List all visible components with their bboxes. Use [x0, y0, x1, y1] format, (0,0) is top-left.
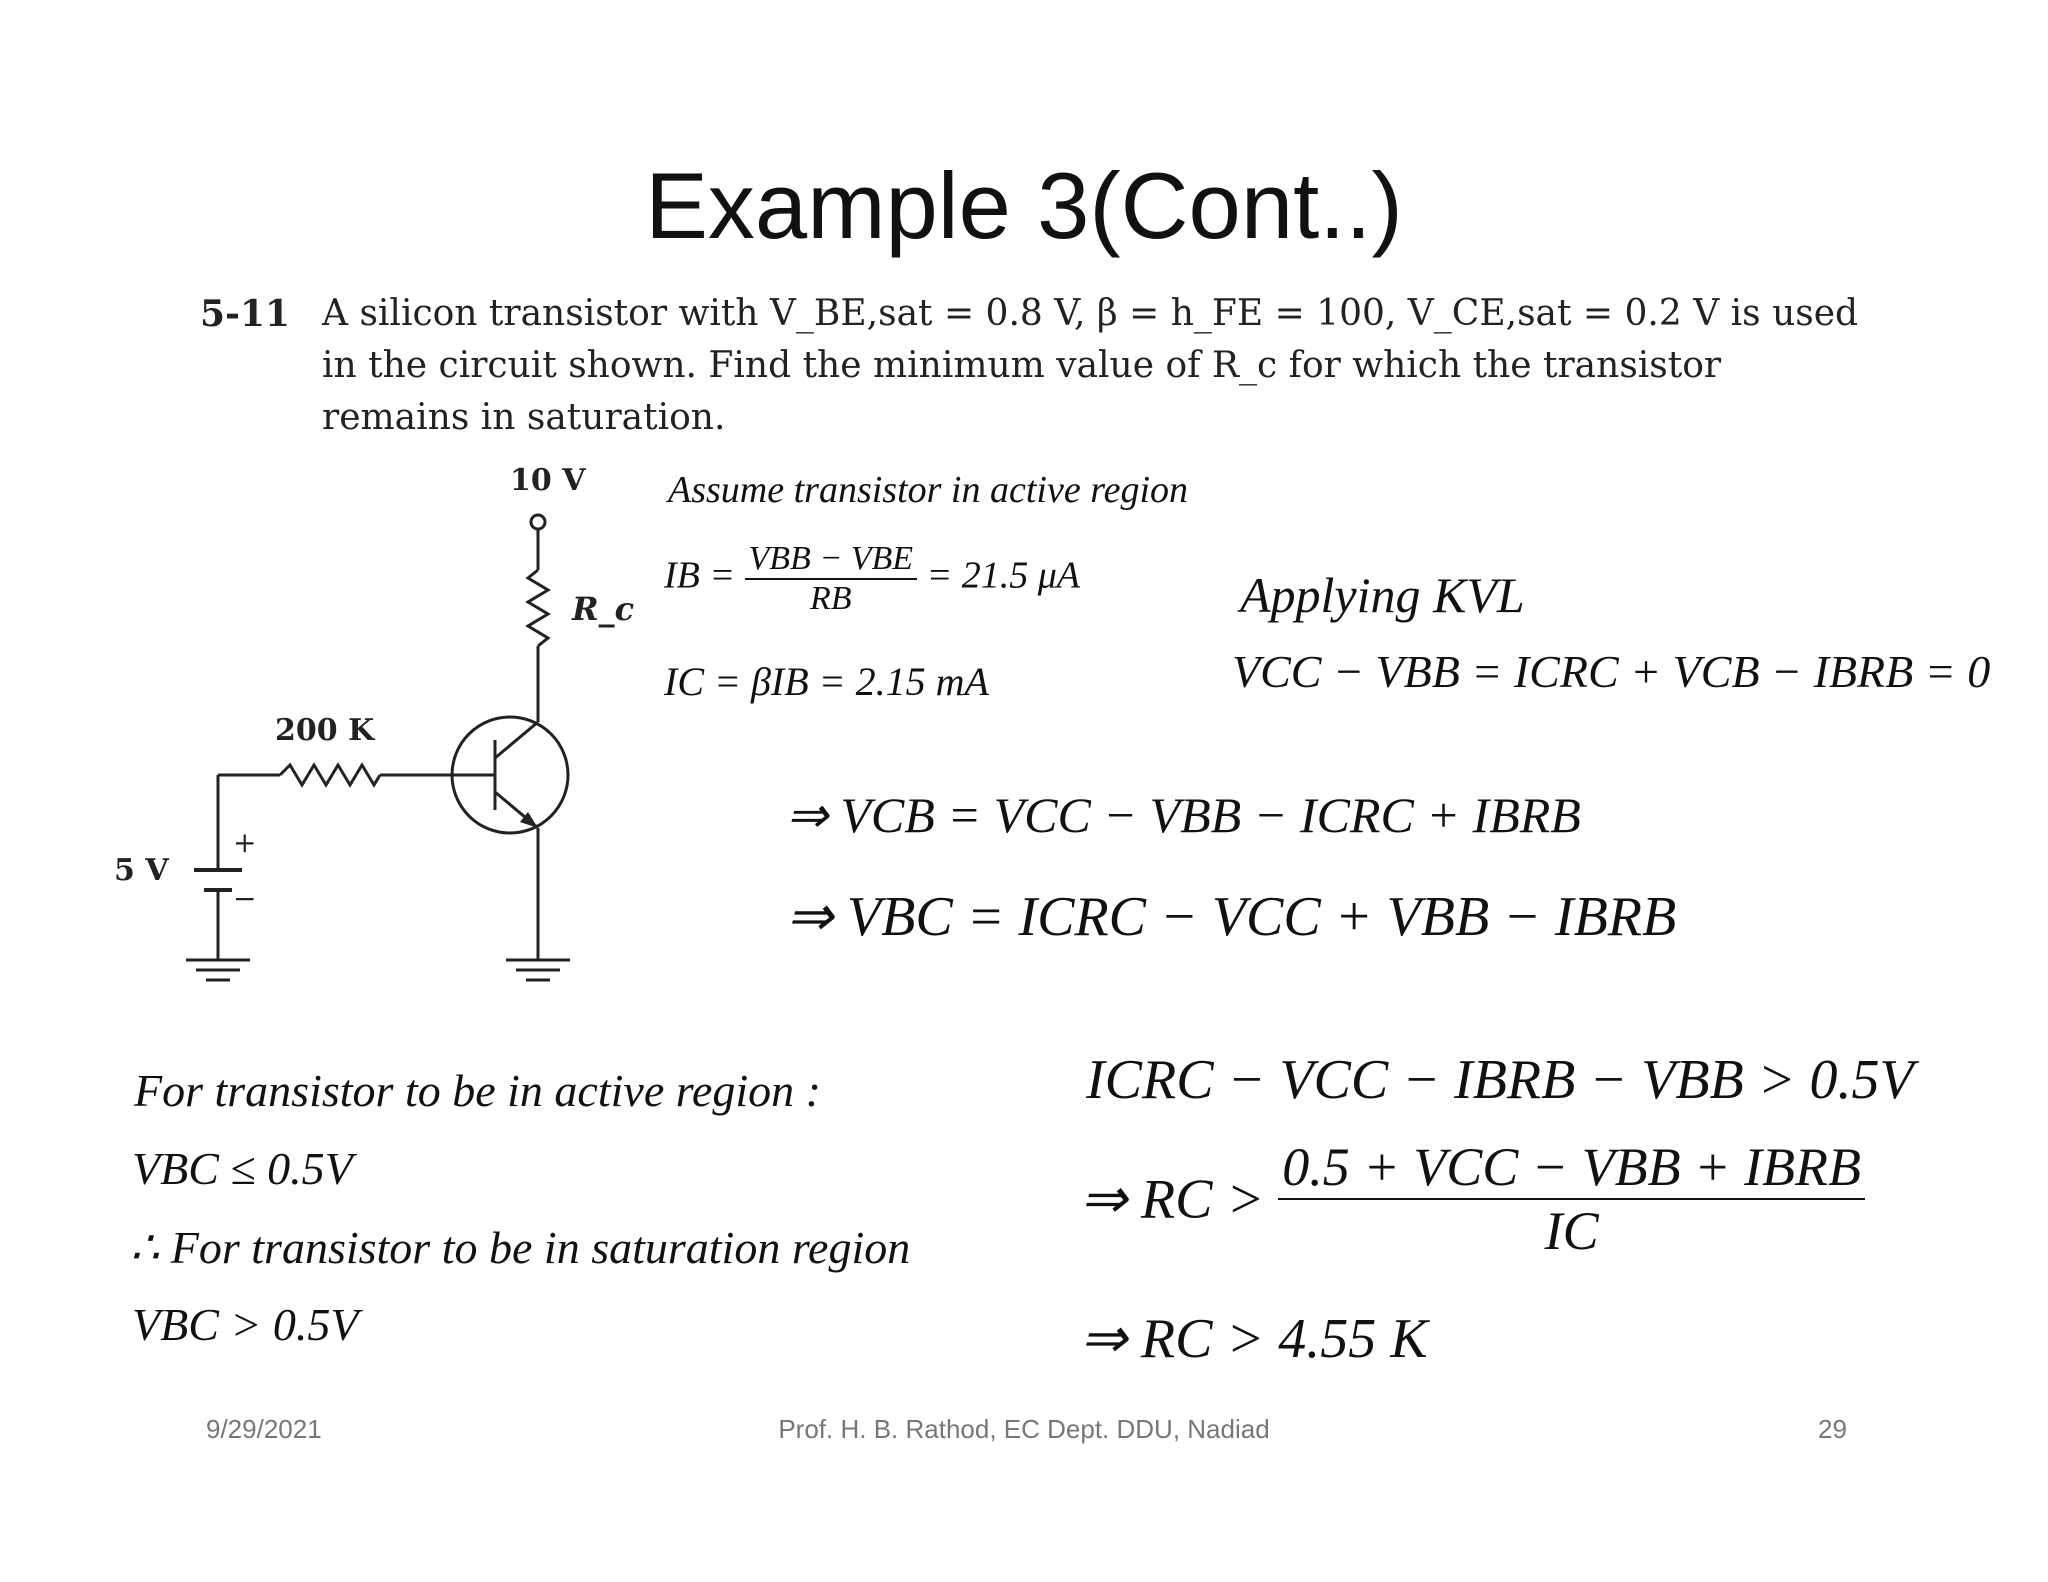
rc-lhs: ⇒ RC > — [1080, 1168, 1265, 1231]
ib-rhs: = 21.5 μA — [926, 554, 1081, 597]
supply-label: 10 V — [510, 463, 586, 498]
rc-final-result: ⇒ RC > 4.55 K — [1080, 1308, 1428, 1370]
footer-author: Prof. H. B. Rathod, EC Dept. DDU, Nadiad — [778, 1414, 1270, 1444]
rc-resistor — [528, 570, 548, 646]
kvl-heading: Applying KVL — [1240, 567, 1525, 623]
rc-denominator: IC — [1278, 1198, 1865, 1262]
ib-lhs: IB = — [664, 554, 736, 597]
source-label: 5 V — [114, 853, 169, 888]
ib-fraction — [745, 540, 918, 618]
rb-label: 200 K — [275, 713, 375, 748]
minus-sign: − — [233, 882, 257, 915]
supply-terminal — [531, 515, 545, 529]
rc-numerator: 0.5 + VCC − VBB + IBRB — [1282, 1137, 1862, 1197]
vcb-equation: ⇒ VCB = VCC − VBB − ICRC + IBRB — [786, 787, 1581, 843]
rc-inequality — [1080, 1136, 1865, 1262]
problem-line-3: remains in saturation. — [322, 397, 726, 438]
ib-numerator: VBB − VBE — [748, 540, 914, 577]
kvl-equation: VCC − VBB = ICRC + VCB − IBRB = 0 — [1232, 646, 1991, 697]
condition-line-4: VBC > 0.5V — [132, 1299, 359, 1350]
rc-label: R_c — [572, 590, 635, 628]
transistor-circuit-diagram — [100, 460, 660, 1020]
ic-equation: IC = βIB = 2.15 mA — [664, 659, 989, 704]
ib-equation — [664, 540, 1080, 618]
rb-resistor — [280, 765, 380, 785]
condition-line-1: For transistor to be in active region : — [134, 1065, 821, 1116]
footer-page-number: 29 — [1818, 1414, 1847, 1444]
assume-note: Assume transistor in active region — [668, 469, 1188, 511]
ib-denominator: RB — [745, 578, 918, 618]
rc-fraction — [1278, 1136, 1865, 1262]
condition-line-3: ∴ For transistor to be in saturation region — [130, 1222, 911, 1273]
problem-line-1: A silicon transistor with V_BE,sat = 0.8 V, β = h_FE = 100, V_CE,sat = 0.2 V is used — [322, 293, 1859, 334]
plus-sign: + — [233, 826, 257, 859]
problem-line-2: in the circuit shown. Find the minimum value of R_c for which the transistor — [322, 345, 1722, 386]
slide-title: Example 3(Cont..) — [645, 153, 1403, 258]
footer-date: 9/29/2021 — [206, 1414, 322, 1444]
condition-line-2: VBC ≤ 0.5V — [132, 1143, 353, 1194]
problem-number: 5-11 — [200, 293, 291, 335]
saturation-inequality: ICRC − VCC − IBRB − VBB > 0.5V — [1086, 1049, 1914, 1111]
vbc-equation: ⇒ VBC = ICRC − VCC + VBB − IBRB — [786, 886, 1677, 948]
